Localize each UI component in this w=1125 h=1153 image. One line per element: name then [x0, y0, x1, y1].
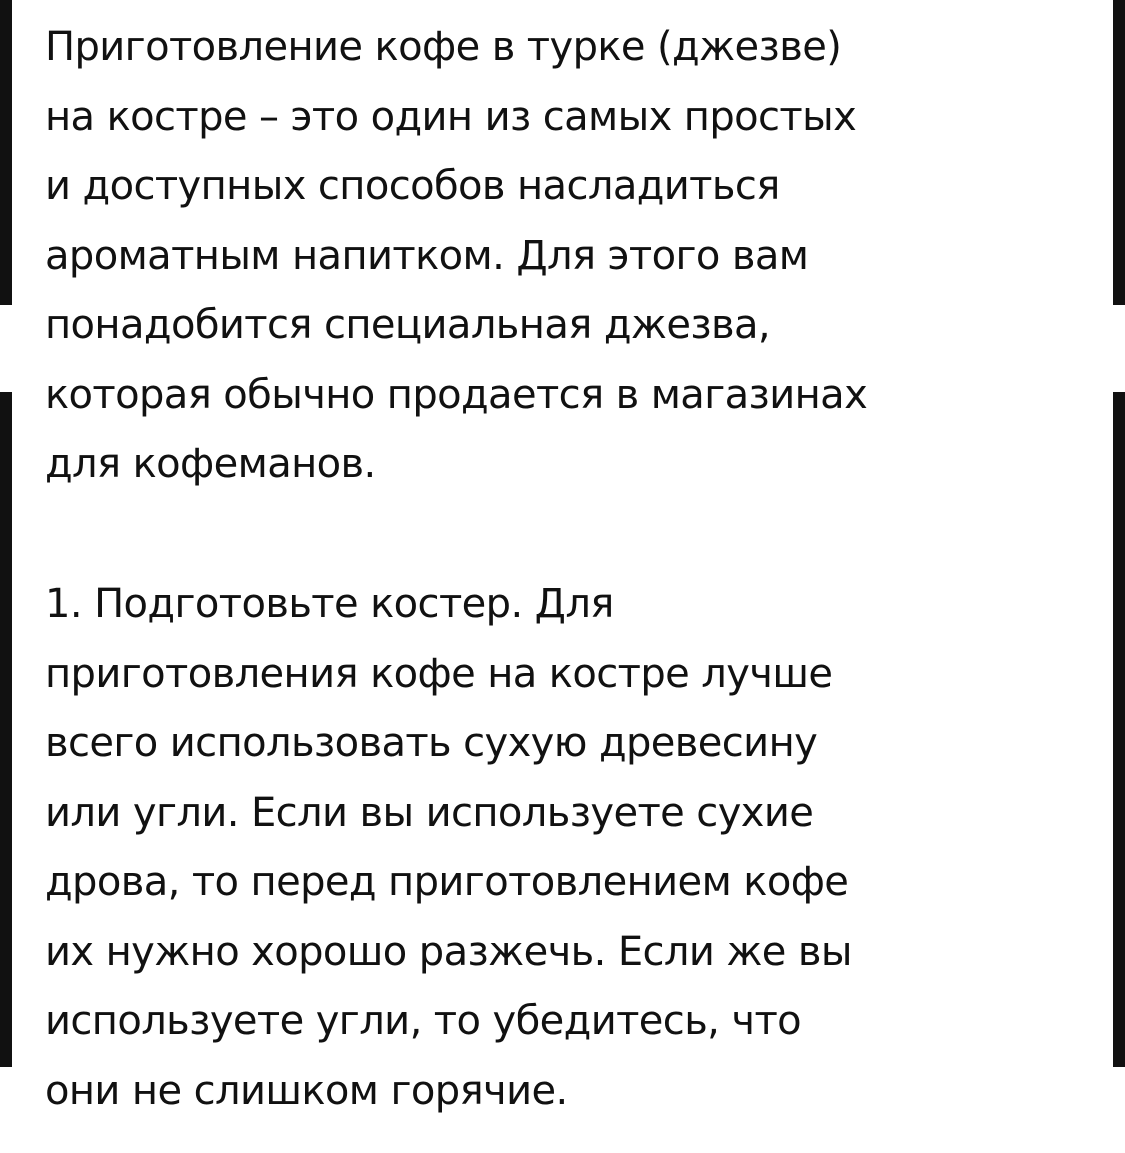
intro-paragraph: Приготовление кофе в турке (джезве) на костре – это один из самых простых и доступных способов насладиться ароматным напитком. Для этого вам понадобится специальная джезва, которая обычно продается в магазинах для кофеманов.	[45, 24, 868, 487]
right-edge-bar-top	[1113, 0, 1125, 305]
left-edge-bar-top	[0, 0, 12, 305]
left-edge-bar-bottom	[0, 392, 12, 1067]
step-1-paragraph: 1. Подготовьте костер. Для приготовления кофе на костре лучше всего использовать сухую древесину или угли. Если вы используете сухие дрова, то перед приготовлением кофе их нужно хорошо разжечь. Если же вы используете угли, то убедитесь, что они не слишком горячие.	[45, 581, 852, 1114]
right-edge-bar-bottom	[1113, 392, 1125, 1067]
